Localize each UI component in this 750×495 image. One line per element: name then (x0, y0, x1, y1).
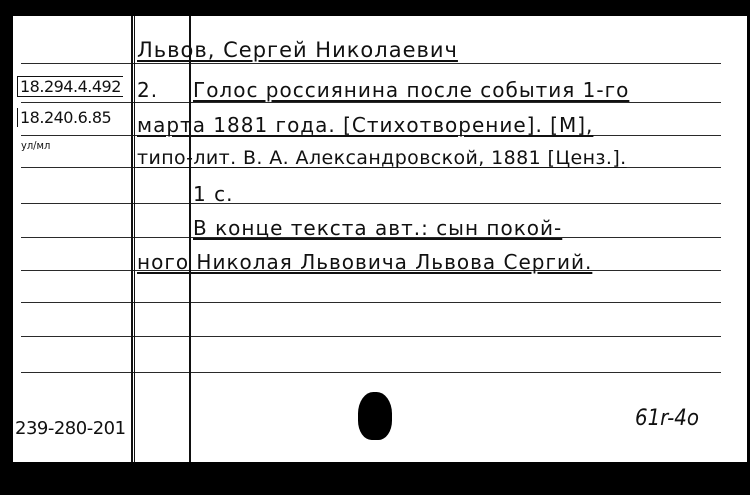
call-number-1: 18.294.4.492 (17, 76, 123, 97)
call-number-2: 18.240.6.85 (17, 108, 113, 127)
rule-line (21, 203, 721, 204)
title-line-2: марта 1881 года. [Стихотворение]. [М], (137, 113, 594, 137)
note-line-2: ного Николая Львовича Львова Сергий. (137, 250, 593, 274)
margin-line-left-2 (134, 16, 135, 462)
rule-line (21, 302, 721, 303)
margin-line-right (189, 16, 191, 462)
rule-line (21, 102, 721, 103)
rule-line (21, 336, 721, 337)
entry-number: 2. (137, 78, 159, 102)
title-line-1: Голос россиянина после события 1-го (193, 78, 630, 102)
margin-line-left (131, 16, 133, 462)
rule-line (21, 63, 721, 64)
pages-line: 1 с. (193, 182, 234, 206)
punch-hole (358, 392, 392, 440)
bottom-right-note: 61r-4o (635, 406, 699, 431)
rule-line (21, 372, 721, 373)
inventory-number: 239-280-201 (15, 418, 126, 439)
catalog-card (13, 16, 747, 462)
imprint-line: типо-лит. В. А. Александровской, 1881 [Ценз.]. (137, 147, 627, 169)
note-line-1: В конце текста авт.: сын покой- (193, 216, 563, 240)
author-heading: Львов, Сергей Николаевич (137, 38, 458, 62)
small-note: ул/мл (21, 139, 51, 152)
